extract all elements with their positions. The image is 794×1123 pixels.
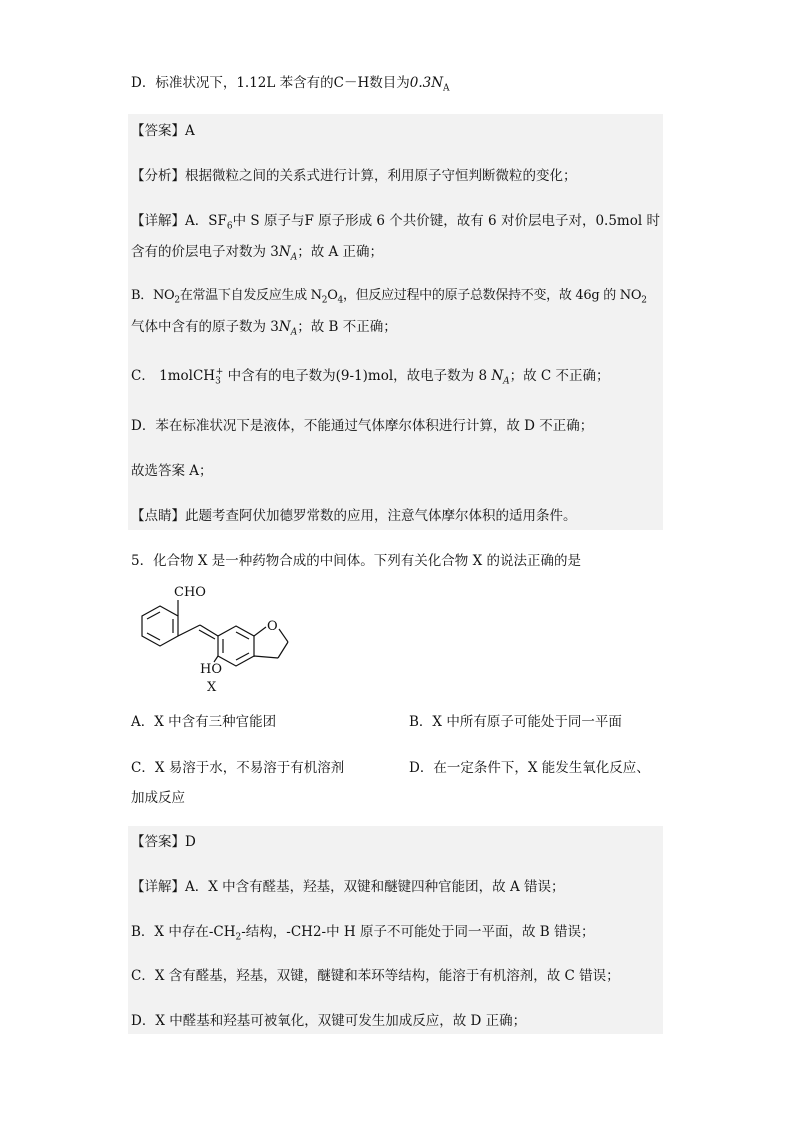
q4-comment: 【点睛】此题考查阿伏加德罗常数的应用，注意气体摩尔体积的适用条件。 [131, 508, 577, 524]
q5-option-c: C．X 易溶于水，不易溶于有机溶剂 [131, 760, 345, 776]
q5-detail-b: B．X 中存在$-CH_2-$结构，-CH2-中 H 原子不可能处于同一平面，故 B 错误； [131, 924, 595, 943]
q4-detail-c: C． 1molCH$_3$+ 中含有的电子数为(9-1)mol，故电子数为 8 $N_A$；故 C 不正确； [131, 367, 610, 387]
q4-detail-b-line2: 气体中含有的原子数为 $3N_A$；故 B 不正确； [131, 319, 397, 338]
compound-x-structure [128, 580, 328, 695]
q5-option-a: A．X 中含有三种官能团 [131, 714, 277, 730]
q4-detail-d: D．苯在标准状况下是液体，不能通过气体摩尔体积进行计算，故 D 不正确； [131, 418, 594, 434]
ring-oxygen-label: O [267, 619, 278, 634]
q5-option-b: B．X 中所有原子可能处于同一平面 [409, 714, 622, 730]
q4-answer: 【答案】A [131, 123, 195, 139]
compound-name-label: X [207, 680, 217, 695]
q4-detail-b-line1: B．$NO_2$在常温下自发反应生成 $N_2O_4$，但反应过程中的原子总数保持不变，故 46g 的 $NO_2$ [131, 288, 647, 306]
q4-option-d: D．标准状况下，1.12L 苯含有的C－H数目为$0.3N_A$ [131, 75, 450, 94]
q5-option-d-line1: D．在一定条件下，X 能发生氧化反应、 [409, 760, 650, 776]
q5-detail-c: C．X 含有醛基，羟基，双键，醚键和苯环等结构，能溶于有机溶剂，故 C 错误； [131, 968, 620, 984]
q5-answer: 【答案】D [131, 834, 196, 850]
q5-detail-d: D．X 中醛基和羟基可被氧化，双键可发生加成反应，故 D 正确； [131, 1013, 527, 1029]
q5-option-d-line2: 加成反应 [131, 790, 185, 806]
cho-label: CHO [174, 585, 206, 600]
q4-detail-a-line2: 含有的价层电子对数为 $3N_A$；故 A 正确； [131, 244, 384, 263]
q4-analysis: 【分析】根据微粒之间的关系式进行计算，利用原子守恒判断微粒的变化； [131, 168, 577, 184]
q5-stem: 5．化合物 X 是一种药物合成的中间体。下列有关化合物 X 的说法正确的是 [131, 553, 581, 569]
q5-detail-a: 【详解】A．X 中含有醛基，羟基，双键和醚键四种官能团，故 A 错误； [131, 879, 565, 895]
q4-detail-a-line1: 【详解】A．$SF_6$中 S 原子与F 原子形成 6 个共价键，故有 6 对价层电子对，0.5mol 时 [131, 213, 660, 232]
hydroxyl-label: HO [200, 662, 222, 677]
q4-conclusion: 故选答案 A； [131, 463, 213, 479]
